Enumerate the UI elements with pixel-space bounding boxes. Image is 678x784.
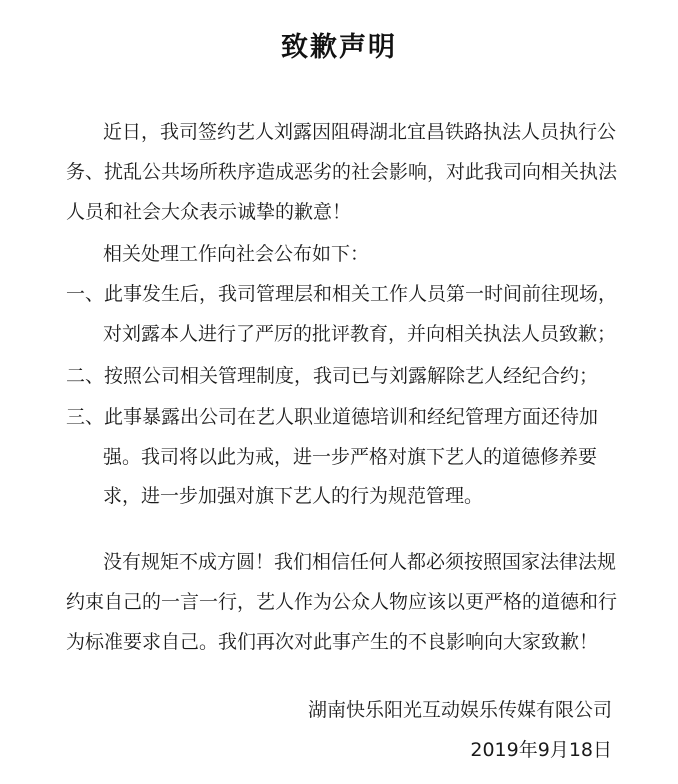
item-1-line-1: 一、此事发生后，我司管理层和相关工作人员第一时间前往现场， (66, 283, 618, 305)
closing-line-1: 没有规矩不成方圆！我们相信任何人都必须按照国家法律法规 (103, 551, 617, 573)
signature-date: 2019年9月18日 (470, 739, 612, 761)
item-3-line-2: 强。我司将以此为戒，进一步严格对旗下艺人的道德修养要 (103, 446, 598, 468)
signature-company: 湖南快乐阳光互动娱乐传媒有限公司 (307, 699, 612, 721)
paragraph-1-line-1: 近日，我司签约艺人刘露因阻碍湖北宜昌铁路执法人员执行公 (103, 121, 617, 143)
closing-line-2: 约束自己的一言一行，艺人作为公众人物应该以更严格的道德和行 (66, 591, 618, 613)
handling-intro: 相关处理工作向社会公布如下： (103, 243, 370, 265)
item-2-line-1: 二、按照公司相关管理制度，我司已与刘露解除艺人经纪合约； (66, 365, 599, 387)
paragraph-1-line-3: 人员和社会大众表示诚挚的歉意！ (66, 201, 352, 223)
item-1-line-2: 对刘露本人进行了严厉的批评教育，并向相关执法人员致歉； (103, 323, 617, 345)
item-3-line-1: 三、此事暴露出公司在艺人职业道德培训和经纪管理方面还待加 (66, 406, 599, 428)
document-title: 致歉声明 (281, 32, 397, 63)
paragraph-1-line-2: 务、扰乱公共场所秩序造成恶劣的社会影响，对此我司向相关执法 (66, 161, 618, 183)
closing-line-3: 为标准要求自己。我们再次对此事产生的不良影响向大家致歉！ (66, 631, 599, 653)
item-3-line-3: 求，进一步加强对旗下艺人的行为规范管理。 (103, 485, 484, 507)
